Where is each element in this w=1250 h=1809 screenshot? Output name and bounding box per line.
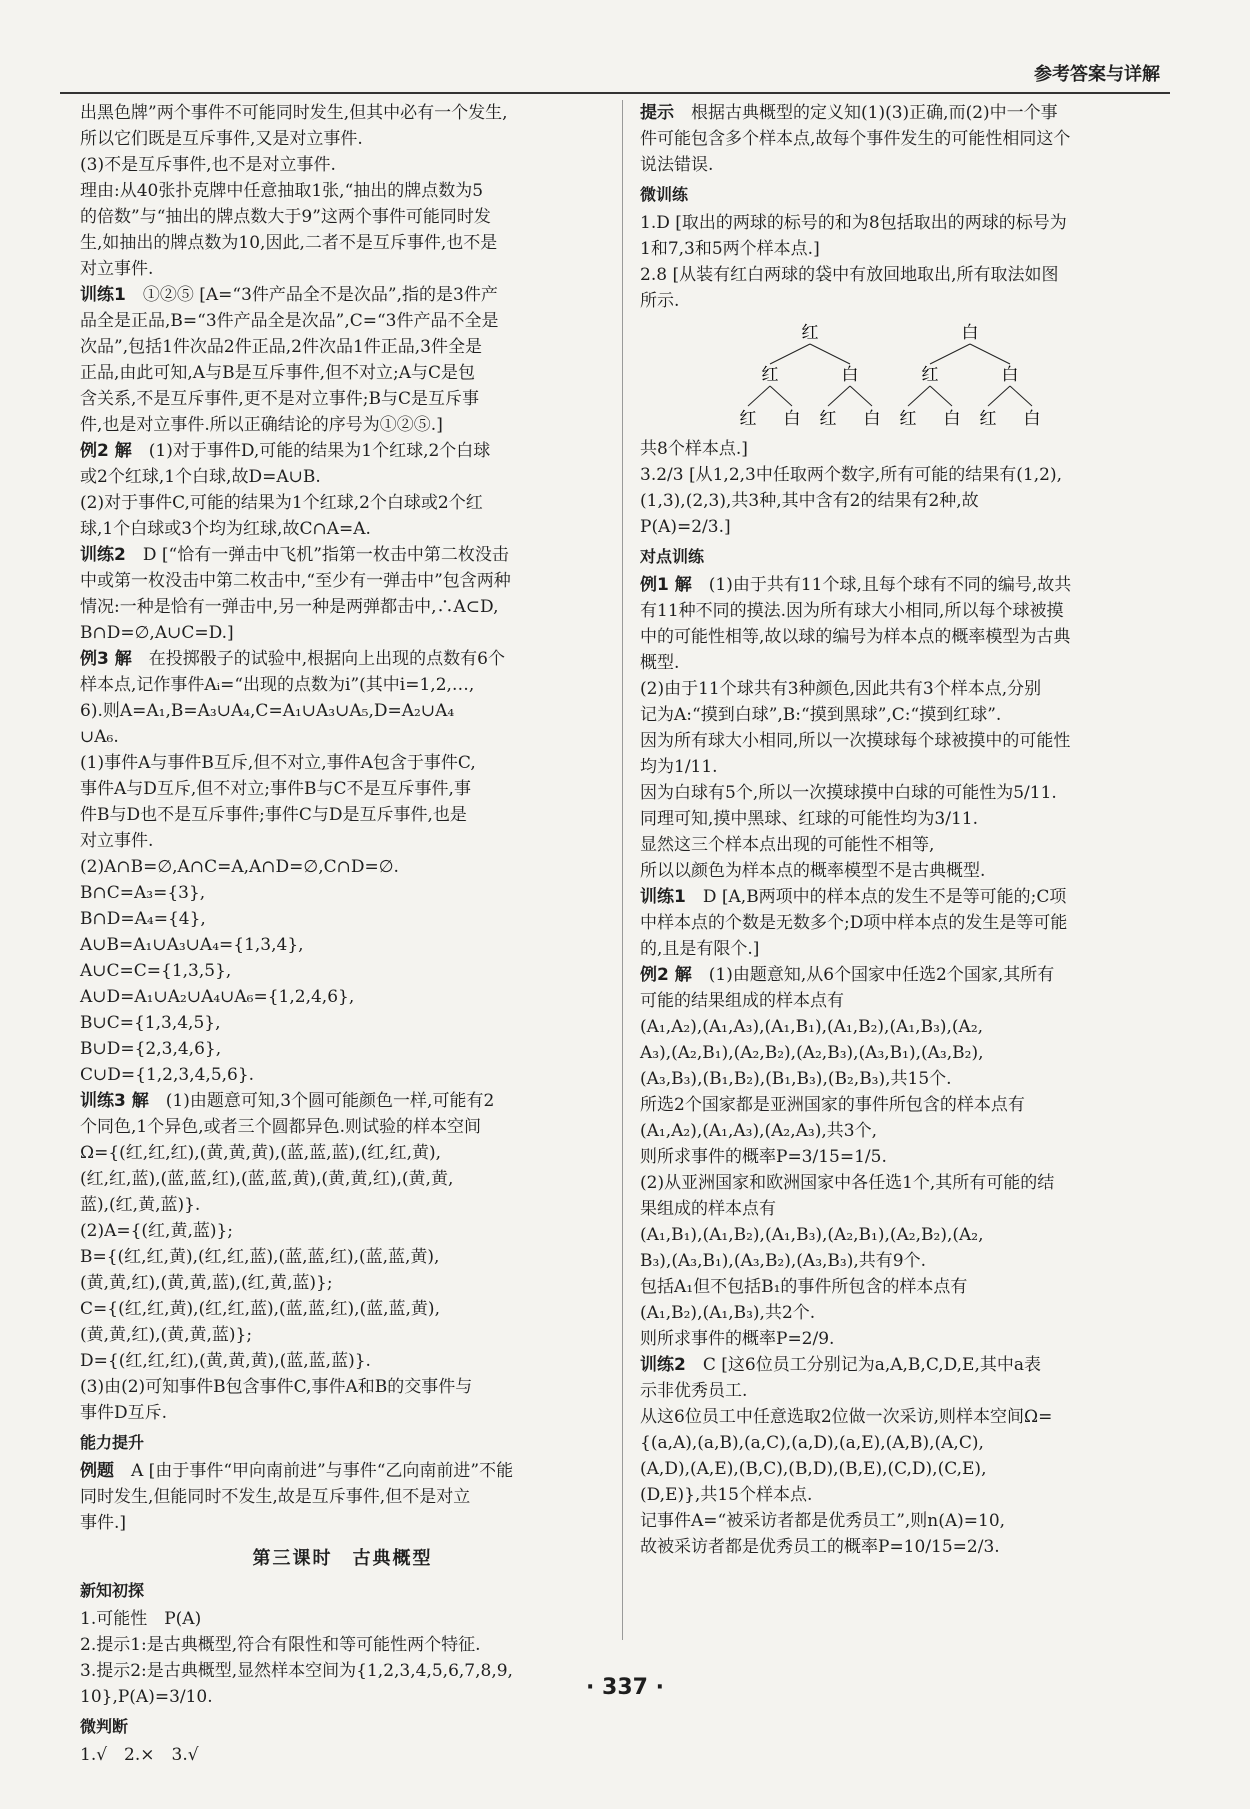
line-text: 品全是正品,B=“3件产品全是次品”,C=“3件产品不全是 [80, 311, 499, 331]
line-text: (A₃,B₃),(B₁,B₂),(B₁,B₃),(B₂,B₃),共15个. [640, 1069, 952, 1089]
line-text: 果组成的样本点有 [640, 1199, 776, 1219]
text-line [640, 262, 1165, 288]
text-line [640, 1248, 1165, 1274]
text-line [640, 1014, 1165, 1040]
line-text: (1)由题意知,从6个国家中任选2个国家,其所有 [708, 965, 1055, 985]
item-label: 训练1 [80, 285, 126, 305]
text-line [640, 650, 1165, 676]
text-line [640, 1300, 1165, 1326]
text-line [640, 936, 1165, 962]
line-text: B∪D={2,3,4,6}, [80, 1039, 222, 1059]
line-text: (D,E)},共15个样本点. [640, 1485, 813, 1505]
line-text: 中或第一枚没击中第二枚击中,“至少有一弹击中”包含两种 [80, 571, 511, 591]
line-text: (A₁,B₁),(A₁,B₂),(A₁,B₃),(A₂,B₁),(A₂,B₂),(A₂, [640, 1225, 984, 1245]
line-text: 1和7,3和5两个样本点.] [640, 239, 820, 259]
line-text: 出黑色牌”两个事件不可能同时发生,但其中必有一个发生, [80, 103, 508, 123]
tree-edge [828, 386, 850, 406]
line-text: 个同色,1个异色,或者三个圆都异色.则试验的样本空间 [80, 1117, 482, 1137]
line-text: (1)由于共有11个球,且每个球有不同的编号,故共 [708, 575, 1072, 595]
text-line [80, 932, 605, 958]
text-line [80, 412, 605, 438]
line-text: (1)由题意可知,3个圆可能颜色一样,可能有2 [165, 1091, 495, 1111]
tree-edge [988, 386, 1010, 406]
line-text: 则所求事件的概率P=3/15=1/5. [640, 1147, 887, 1167]
line-text: (1)对于事件D,可能的结果为1个红球,2个白球 [148, 441, 491, 461]
line-text: B∩D=∅,A∪C=D.] [80, 623, 234, 643]
line-text: A∪B=A₁∪A₃∪A₄={1,3,4}, [80, 935, 304, 955]
line-text: 中样本点的个数是无数多个;D项中样本点的发生是等可能 [640, 913, 1068, 933]
text-line [80, 594, 605, 620]
page-number: · 337 · [586, 1675, 664, 1700]
text-line [640, 754, 1165, 780]
text-line [80, 542, 605, 568]
text-line [80, 620, 605, 646]
text-line [80, 360, 605, 386]
section-heading: 新知初探 [80, 1581, 145, 1600]
text-line [640, 910, 1165, 936]
line-text: 说法错误. [640, 155, 714, 175]
text-line [80, 256, 605, 282]
line-text: 记为A:“摸到白球”,B:“摸到黑球”,C:“摸到红球”. [640, 705, 1002, 725]
line-text: B∪C={1,3,4,5}, [80, 1013, 221, 1033]
text-line [640, 832, 1165, 858]
line-text: 事件A与D互斥,但不对立;事件B与C不是互斥事件,事 [80, 779, 471, 799]
line-text: B∩D=A₄={4}, [80, 909, 206, 929]
text-line [80, 1062, 605, 1088]
text-line [640, 1534, 1165, 1560]
line-text: 事件.] [80, 1513, 127, 1533]
item-label: 提示 [640, 103, 674, 123]
line-text: (3)由(2)可知事件B包含事件C,事件A和B的交事件与 [80, 1377, 473, 1397]
text-line [640, 1196, 1165, 1222]
text-line [80, 1166, 605, 1192]
tree-leaf: 白 [943, 409, 961, 429]
text-line [80, 750, 605, 776]
line-text: 的倍数”与“抽出的牌点数大于9”这两个事件可能同时发 [80, 207, 491, 227]
text-line [640, 126, 1165, 152]
item-label: 例2 解 [80, 441, 132, 461]
line-text: (红,红,蓝),(蓝,蓝,红),(蓝,蓝,黄),(黄,黄,红),(黄,黄, [80, 1169, 454, 1189]
text-line [640, 702, 1165, 728]
text-line [80, 152, 605, 178]
line-text: 包括A₁但不包括B₁的事件所包含的样本点有 [640, 1277, 968, 1297]
item-label: 例3 解 [80, 649, 132, 669]
text-line [640, 1144, 1165, 1170]
line-text: 因为所有球大小相同,所以一次摸球每个球被摸中的可能性 [640, 731, 1071, 751]
line-text: (2)从亚洲国家和欧洲国家中各任选1个,其所有可能的结 [640, 1173, 1055, 1193]
text-line [80, 308, 605, 334]
text-line [80, 880, 605, 906]
text-line [640, 1456, 1165, 1482]
line-text: D [“恰有一弹击中飞机”指第一枚击中第二枚没击 [142, 545, 509, 565]
line-text: 次品”,包括1件次品2件正品,2件次品1件正品,3件全是 [80, 337, 482, 357]
tree-edge [930, 344, 970, 364]
text-line [80, 1374, 605, 1400]
line-text: (A₁,A₂),(A₁,A₃),(A₂,A₃),共3个, [640, 1121, 877, 1141]
left-column [80, 100, 605, 1768]
text-line [80, 646, 605, 672]
text-line [80, 334, 605, 360]
tree-edge [970, 344, 1010, 364]
line-text: {(a,A),(a,B),(a,C),(a,D),(a,E),(A,B),(A,C), [640, 1433, 984, 1453]
text-line [640, 288, 1165, 314]
text-line [80, 1400, 605, 1426]
text-line [80, 126, 605, 152]
text-line [80, 1348, 605, 1374]
tree-edge [770, 386, 792, 406]
text-line [640, 1404, 1165, 1430]
text-line [640, 806, 1165, 832]
text-line [80, 516, 605, 542]
line-text: A₃),(A₂,B₁),(A₂,B₂),(A₂,B₃),(A₃,B₁),(A₃,B₂), [640, 1043, 984, 1063]
text-line [640, 1066, 1165, 1092]
line-text: 含关系,不是互斥事件,更不是对立事件;B与C是互斥事 [80, 389, 480, 409]
text-line [80, 1244, 605, 1270]
line-text: D={(红,红,红),(黄,黄,黄),(蓝,蓝,蓝)}. [80, 1351, 371, 1371]
line-text: A∪C=C={1,3,5}, [80, 961, 232, 981]
line-text: (3)不是互斥事件,也不是对立事件. [80, 155, 336, 175]
tree-leaf: 白 [863, 409, 881, 429]
text-line [80, 1088, 605, 1114]
text-line [640, 988, 1165, 1014]
tree-root: 白 [961, 323, 979, 343]
text-line [80, 776, 605, 802]
text-line [640, 1092, 1165, 1118]
line-text: 所以以颜色为样本点的概率模型不是古典概型. [640, 861, 986, 881]
line-text: 理由:从40张扑克牌中任意抽取1张,“抽出的牌点数为5 [80, 181, 484, 201]
line-text: 2.8 [从装有红白两球的袋中有放回地取出,所有取法如图 [640, 265, 1059, 285]
line-text: 6).则A=A₁,B=A₃∪A₄,C=A₁∪A₃∪A₅,D=A₂∪A₄ [80, 701, 455, 721]
text-line [80, 906, 605, 932]
right-column [640, 100, 1165, 1560]
text-line [80, 464, 605, 490]
line-text: (黄,黄,红),(黄,黄,蓝),(红,黄,蓝)}; [80, 1273, 333, 1293]
line-text: C∪D={1,2,3,4,5,6}. [80, 1065, 255, 1085]
item-label: 训练2 [640, 1355, 686, 1375]
text-line [640, 514, 1165, 540]
tree-leaf: 红 [899, 409, 917, 429]
text-line [80, 178, 605, 204]
line-text: (A₁,A₂),(A₁,A₃),(A₁,B₁),(A₁,B₂),(A₁,B₃),(A₂, [640, 1017, 984, 1037]
line-text: (黄,黄,红),(黄,黄,蓝)}; [80, 1325, 253, 1345]
line-text: 球,1个白球或3个均为红球,故C∩A=A. [80, 519, 371, 539]
text-line [80, 1192, 605, 1218]
text-line [640, 1040, 1165, 1066]
tree-root: 红 [801, 323, 819, 343]
text-line [80, 438, 605, 464]
header-rule [60, 92, 1170, 94]
text-line [640, 962, 1165, 988]
line-text: ∪A₆. [80, 727, 119, 747]
text-line [80, 672, 605, 698]
line-text: 事件D互斥. [80, 1403, 168, 1423]
line-text: 可能的结果组成的样本点有 [640, 991, 844, 1011]
line-text: 均为1/11. [640, 757, 718, 777]
line-text: 对立事件. [80, 831, 154, 851]
line-text: 同理可知,摸中黑球、红球的可能性均为3/11. [640, 809, 978, 829]
text-line [640, 436, 1165, 462]
line-text: 在投掷骰子的试验中,根据向上出现的点数有6个 [148, 649, 505, 669]
text-line [640, 236, 1165, 262]
line-text: 所以它们既是互斥事件,又是对立事件. [80, 129, 363, 149]
tree-leaf: 白 [783, 409, 801, 429]
line-text: P(A)=2/3.] [640, 517, 731, 537]
line-text: 记事件A=“被采访者都是优秀员工”,则n(A)=10, [640, 1511, 1006, 1531]
line-text: 正品,由此可知,A与B是互斥事件,但不对立;A与C是包 [80, 363, 475, 383]
tree-node: 红 [921, 365, 939, 385]
text-line [80, 724, 605, 750]
tree-leaf: 红 [979, 409, 997, 429]
text-line [80, 1140, 605, 1166]
line-text: 1.√ 2.× 3.√ [80, 1745, 199, 1765]
line-text: 样本点,记作事件Aᵢ=“出现的点数为i”(其中i=1,2,…, [80, 675, 475, 695]
line-text: 情况:一种是恰有一弹击中,另一种是两弹都击中,∴A⊂D, [80, 597, 499, 617]
text-line [80, 1114, 605, 1140]
line-text: C={(红,红,黄),(红,红,蓝),(蓝,蓝,红),(蓝,蓝,黄), [80, 1299, 440, 1319]
line-text: (2)A={(红,黄,蓝)}; [80, 1221, 234, 1241]
line-text: 蓝),(红,黄,蓝)}. [80, 1195, 201, 1215]
text-line [640, 1352, 1165, 1378]
section-heading: 对点训练 [640, 547, 705, 566]
text-line [640, 1482, 1165, 1508]
text-line [80, 1218, 605, 1244]
tree-edge [850, 386, 872, 406]
line-text: 件B与D也不是互斥事件;事件C与D是互斥事件,也是 [80, 805, 467, 825]
text-line [80, 282, 605, 308]
line-text: 2.提示1:是古典概型,符合有限性和等可能性两个特征. [80, 1635, 481, 1655]
text-line [80, 204, 605, 230]
line-text: C [这6位员工分别记为a,A,B,C,D,E,其中a表 [702, 1355, 1042, 1375]
text-line [640, 624, 1165, 650]
text-line [640, 1222, 1165, 1248]
text-line [80, 386, 605, 412]
text-line [80, 1742, 605, 1768]
text-line [80, 490, 605, 516]
text-line [640, 100, 1165, 126]
text-line [640, 152, 1165, 178]
line-text: 因为白球有5个,所以一次摸球摸中白球的可能性为5/11. [640, 783, 1057, 803]
line-text: A [由于事件“甲向南前进”与事件“乙向南前进”不能 [131, 1461, 514, 1481]
text-line [640, 1326, 1165, 1352]
line-text: 件,也是对立事件.所以正确结论的序号为①②⑤.] [80, 415, 443, 435]
item-label: 训练2 [80, 545, 126, 565]
text-line [80, 984, 605, 1010]
item-label: 例题 [80, 1461, 114, 1481]
line-text: 10},P(A)=3/10. [80, 1687, 213, 1707]
section-heading: 微训练 [640, 185, 689, 204]
text-line [640, 728, 1165, 754]
text-line [640, 858, 1165, 884]
text-line [80, 100, 605, 126]
line-text: 中的可能性相等,故以球的编号为样本点的概率模型为古典 [640, 627, 1071, 647]
line-text: 有11种不同的摸法.因为所有球大小相同,所以每个球被摸 [640, 601, 1064, 621]
line-text: 示非优秀员工. [640, 1381, 748, 1401]
tree-edge [930, 386, 952, 406]
text-line [640, 1170, 1165, 1196]
section-heading: 微判断 [80, 1717, 129, 1736]
text-line [640, 210, 1165, 236]
line-text: (1)事件A与事件B互斥,但不对立,事件A包含于事件C, [80, 753, 476, 773]
line-text: 根据古典概型的定义知(1)(3)正确,而(2)中一个事 [691, 103, 1058, 123]
text-line [80, 568, 605, 594]
text-line [80, 802, 605, 828]
text-line [640, 1274, 1165, 1300]
text-line [80, 1010, 605, 1036]
lesson-title: 第三课时 古典概型 [252, 1548, 433, 1569]
item-label: 训练3 解 [80, 1091, 149, 1111]
item-label: 例2 解 [640, 965, 692, 985]
section-heading: 能力提升 [80, 1433, 145, 1452]
text-line [640, 1430, 1165, 1456]
line-text: (A₁,B₂),(A₁,B₃),共2个. [640, 1303, 816, 1323]
tree-edge [1010, 386, 1032, 406]
text-line [640, 572, 1165, 598]
line-text: (2)A∩B=∅,A∩C=A,A∩D=∅,C∩D=∅. [80, 857, 399, 877]
tree-node: 白 [1001, 365, 1019, 385]
text-line [640, 676, 1165, 702]
item-label: 训练1 [640, 887, 686, 907]
line-text: ①②⑤ [A=“3件产品全不是次品”,指的是3件产 [142, 285, 498, 305]
line-text: (2)对于事件C,可能的结果为1个红球,2个白球或2个红 [80, 493, 483, 513]
tree-node: 红 [761, 365, 779, 385]
text-line [640, 462, 1165, 488]
line-text: 同时发生,但能同时不发生,故是互斥事件,但不是对立 [80, 1487, 471, 1507]
tree-node: 白 [841, 365, 859, 385]
text-line [80, 698, 605, 724]
line-text: 概型. [640, 653, 680, 673]
text-line [80, 1606, 605, 1632]
line-text: 从这6位员工中任意选取2位做一次采访,则样本空间Ω= [640, 1407, 1053, 1427]
text-line [80, 1270, 605, 1296]
text-line [80, 828, 605, 854]
line-text: B₃),(A₃,B₁),(A₃,B₂),(A₃,B₃),共有9个. [640, 1251, 926, 1271]
tree-leaf: 红 [740, 409, 757, 429]
text-line [80, 1036, 605, 1062]
tree-leaf: 红 [819, 409, 837, 429]
line-text: 显然这三个样本点出现的可能性不相等, [640, 835, 935, 855]
line-text: 生,如抽出的牌点数为10,因此,二者不是互斥事件,也不是 [80, 233, 498, 253]
line-text: 3.提示2:是古典概型,显然样本空间为{1,2,3,4,5,6,7,8,9, [80, 1661, 513, 1681]
tree-edge [810, 344, 850, 364]
page-header: 参考答案与详解 [1034, 64, 1160, 85]
line-text: 件可能包含多个样本点,故每个事件发生的可能性相同这个 [640, 129, 1071, 149]
text-line [640, 884, 1165, 910]
tree-edge [908, 386, 930, 406]
line-text: 所选2个国家都是亚洲国家的事件所包含的样本点有 [640, 1095, 1025, 1115]
line-text: (A,D),(A,E),(B,C),(B,D),(B,E),(C,D),(C,E), [640, 1459, 987, 1479]
sample-tree-diagram [740, 320, 1060, 430]
line-text: 共8个样本点.] [640, 439, 748, 459]
column-divider [622, 100, 623, 1640]
line-text: B∩C=A₃={3}, [80, 883, 206, 903]
text-line [80, 854, 605, 880]
item-label: 例1 解 [640, 575, 692, 595]
text-line [640, 1118, 1165, 1144]
text-line [640, 488, 1165, 514]
text-line [80, 1510, 605, 1536]
line-text: D [A,B两项中的样本点的发生不是等可能的;C项 [702, 887, 1067, 907]
line-text: 故被采访者都是优秀员工的概率P=10/15=2/3. [640, 1537, 1000, 1557]
line-text: (2)由于11个球共有3种颜色,因此共有3个样本点,分别 [640, 679, 1042, 699]
text-line [80, 1484, 605, 1510]
line-text: 所示. [640, 291, 680, 311]
text-line [80, 1322, 605, 1348]
text-line [80, 230, 605, 256]
line-text: 则所求事件的概率P=2/9. [640, 1329, 835, 1349]
tree-edge [748, 386, 770, 406]
line-text: 1.可能性 P(A) [80, 1609, 202, 1629]
text-line [640, 598, 1165, 624]
text-line [640, 1378, 1165, 1404]
line-text: 3.2/3 [从1,2,3中任取两个数字,所有可能的结果有(1,2), [640, 465, 1062, 485]
text-line [80, 1458, 605, 1484]
line-text: 或2个红球,1个白球,故D=A∪B. [80, 467, 321, 487]
tree-edge [770, 344, 810, 364]
line-text: 1.D [取出的两球的标号的和为8包括取出的两球的标号为 [640, 213, 1067, 233]
line-text: 的,且是有限个.] [640, 939, 760, 959]
line-text: B={(红,红,黄),(红,红,蓝),(蓝,蓝,红),(蓝,蓝,黄), [80, 1247, 440, 1267]
text-line [640, 780, 1165, 806]
text-line [80, 1632, 605, 1658]
line-text: 对立事件. [80, 259, 154, 279]
line-text: (1,3),(2,3),共3种,其中含有2的结果有2种,故 [640, 491, 979, 511]
tree-leaf: 白 [1023, 409, 1041, 429]
text-line [80, 1296, 605, 1322]
line-text: Ω={(红,红,红),(黄,黄,黄),(蓝,蓝,蓝),(红,红,黄), [80, 1143, 442, 1163]
text-line [80, 958, 605, 984]
text-line [640, 1508, 1165, 1534]
line-text: A∪D=A₁∪A₂∪A₄∪A₆={1,2,4,6}, [80, 987, 355, 1007]
